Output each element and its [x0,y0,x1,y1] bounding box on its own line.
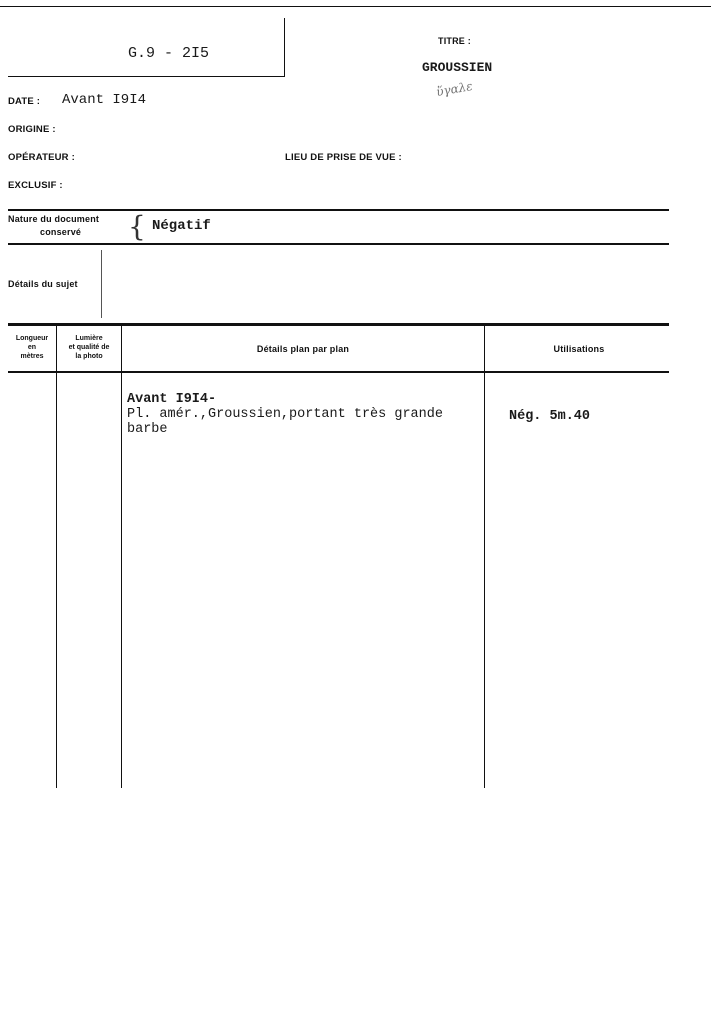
origine-label: ORIGINE : [8,124,56,135]
exclusif-label: EXCLUSIF : [8,180,63,191]
table-top-border [8,323,669,326]
lieu-label: LIEU DE PRISE DE VUE : [285,152,402,163]
reference-number: G.9 - 2I5 [128,45,210,62]
operateur-label: OPÉRATEUR : [8,152,75,163]
date-value: Avant I9I4 [62,92,147,108]
col-header-details: Détails plan par plan [256,344,350,354]
nature-label-line1: Nature du document [8,214,100,224]
handwritten-note: ὕγαλε [435,78,474,100]
col-header-longueur: Longueur en mètres [15,335,49,360]
titre-value: GROUSSIEN [422,60,493,75]
nature-bottom-border [8,243,669,245]
top-border [0,6,711,7]
table-header-bottom-border [8,371,669,373]
nature-value: Négatif [152,218,211,234]
date-label: DATE : [8,96,41,107]
utilisations-value: Nég. 5m.40 [509,409,591,424]
nature-brace: { [128,210,146,243]
details-plan-text [127,392,443,437]
col-divider-2 [121,326,122,788]
nature-top-border [8,209,669,211]
nature-label-line2: conservé [40,227,82,237]
ref-box-right-border [284,18,285,76]
titre-label: TITRE : [438,36,471,46]
col-divider-1 [56,326,57,788]
details-line-1: Avant I9I4- [127,392,217,407]
details-line-2: Pl. amér.,Groussien,portant très grande [127,407,443,422]
ref-box-bottom-border [8,76,285,77]
col-header-lumiere: Lumière et qualité de la photo [68,335,110,360]
details-sujet-label: Détails du sujet [8,279,78,289]
col-divider-3 [484,326,485,788]
details-sujet-bracket [101,250,102,318]
details-line-3: barbe [127,422,168,437]
col-header-utilisations: Utilisations [553,344,605,354]
